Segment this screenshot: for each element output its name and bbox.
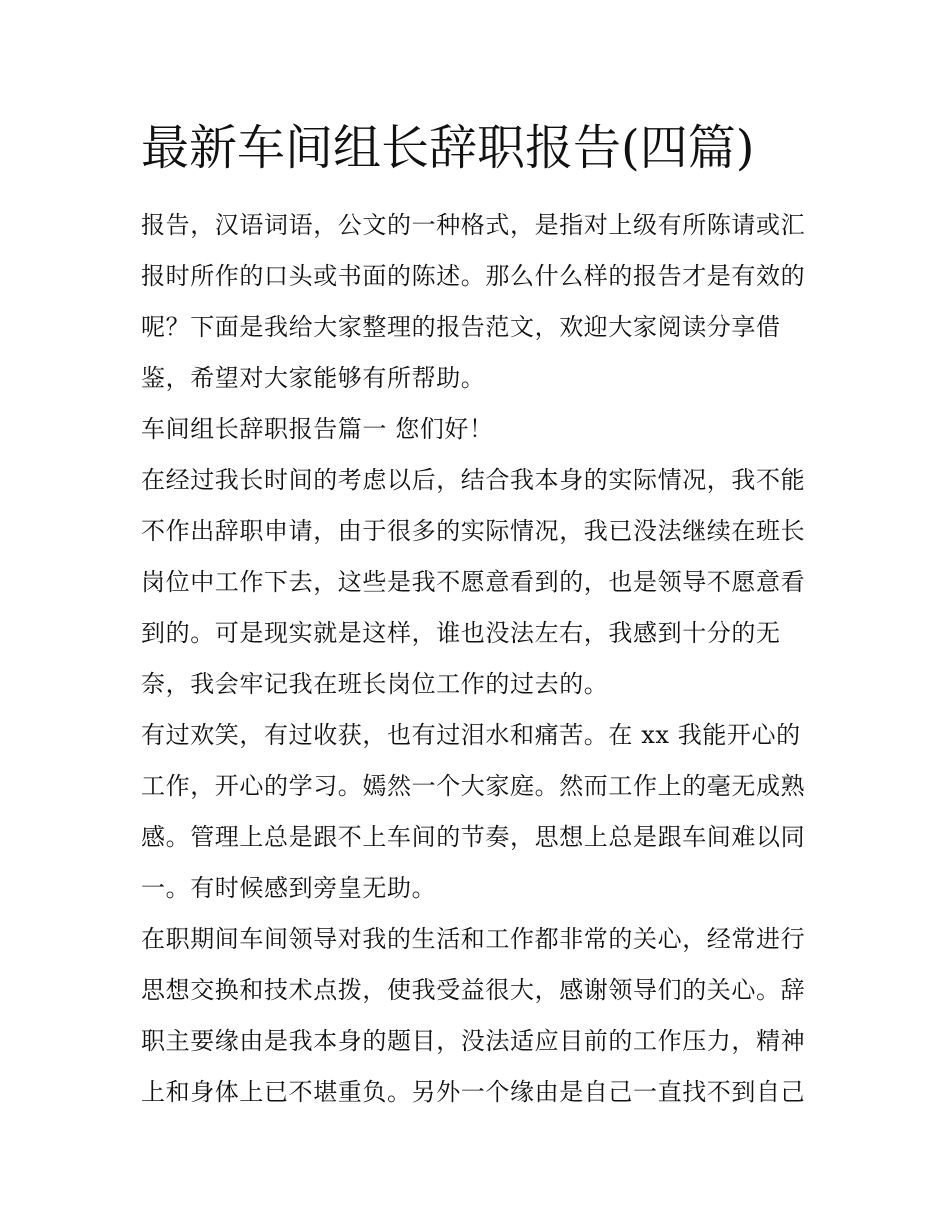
paragraph-line: 思想交换和技术点拨，使我受益很大，感谢领导们的关心。辞 — [141, 976, 806, 1004]
paragraph-line: 工作，开心的学习。嫣然一个大家庭。然而工作上的毫无成熟 — [141, 772, 806, 800]
paragraph-line: 一。有时候感到旁皇无助。 — [141, 874, 437, 902]
paragraph-line: 不作出辞职申请，由于很多的实际情况，我已没法继续在班长 — [141, 517, 806, 545]
document-body — [141, 116, 813, 1118]
paragraph-line: 在经过我长时间的考虑以后，结合我本身的实际情况，我不能 — [141, 466, 806, 494]
paragraph-line: 上和身体上已不堪重负。另外一个缘由是自己一直找不到自己 — [141, 1078, 806, 1106]
paragraph-line: 呢？下面是我给大家整理的报告范文，欢迎大家阅读分享借 — [141, 313, 781, 341]
paragraph-line: 报时所作的口头或书面的陈述。那么什么样的报告才是有效的 — [141, 262, 806, 290]
paragraph-line: 有过欢笑，有过收获，也有过泪水和痛苦。在 xx 我能开心的 — [141, 721, 801, 749]
paragraph-line: 职主要缘由是我本身的题目，没法适应目前的工作压力，精神 — [141, 1027, 806, 1055]
section-heading-line: 车间组长辞职报告篇一 您们好！ — [141, 415, 494, 443]
paragraph-line: 奈，我会牢记我在班长岗位工作的过去的。 — [141, 670, 609, 698]
title-spacing — [141, 180, 813, 200]
paragraph-line: 鉴，希望对大家能够有所帮助。 — [141, 364, 486, 392]
document-title: 最新车间组长辞职报告(四篇) — [141, 120, 755, 176]
paragraph-line: 感。管理上总是跟不上车间的节奏，思想上总是跟车间难以同 — [141, 823, 806, 851]
paragraph-line: 报告，汉语词语，公文的一种格式，是指对上级有所陈请或汇 — [141, 211, 806, 239]
paragraph-line: 在职期间车间领导对我的生活和工作都非常的关心，经常进行 — [141, 925, 806, 953]
paragraph-line: 到的。可是现实就是这样，谁也没法左右，我感到十分的无 — [141, 619, 781, 647]
paragraph-line: 岗位中工作下去，这些是我不愿意看到的，也是领导不愿意看 — [141, 568, 806, 596]
